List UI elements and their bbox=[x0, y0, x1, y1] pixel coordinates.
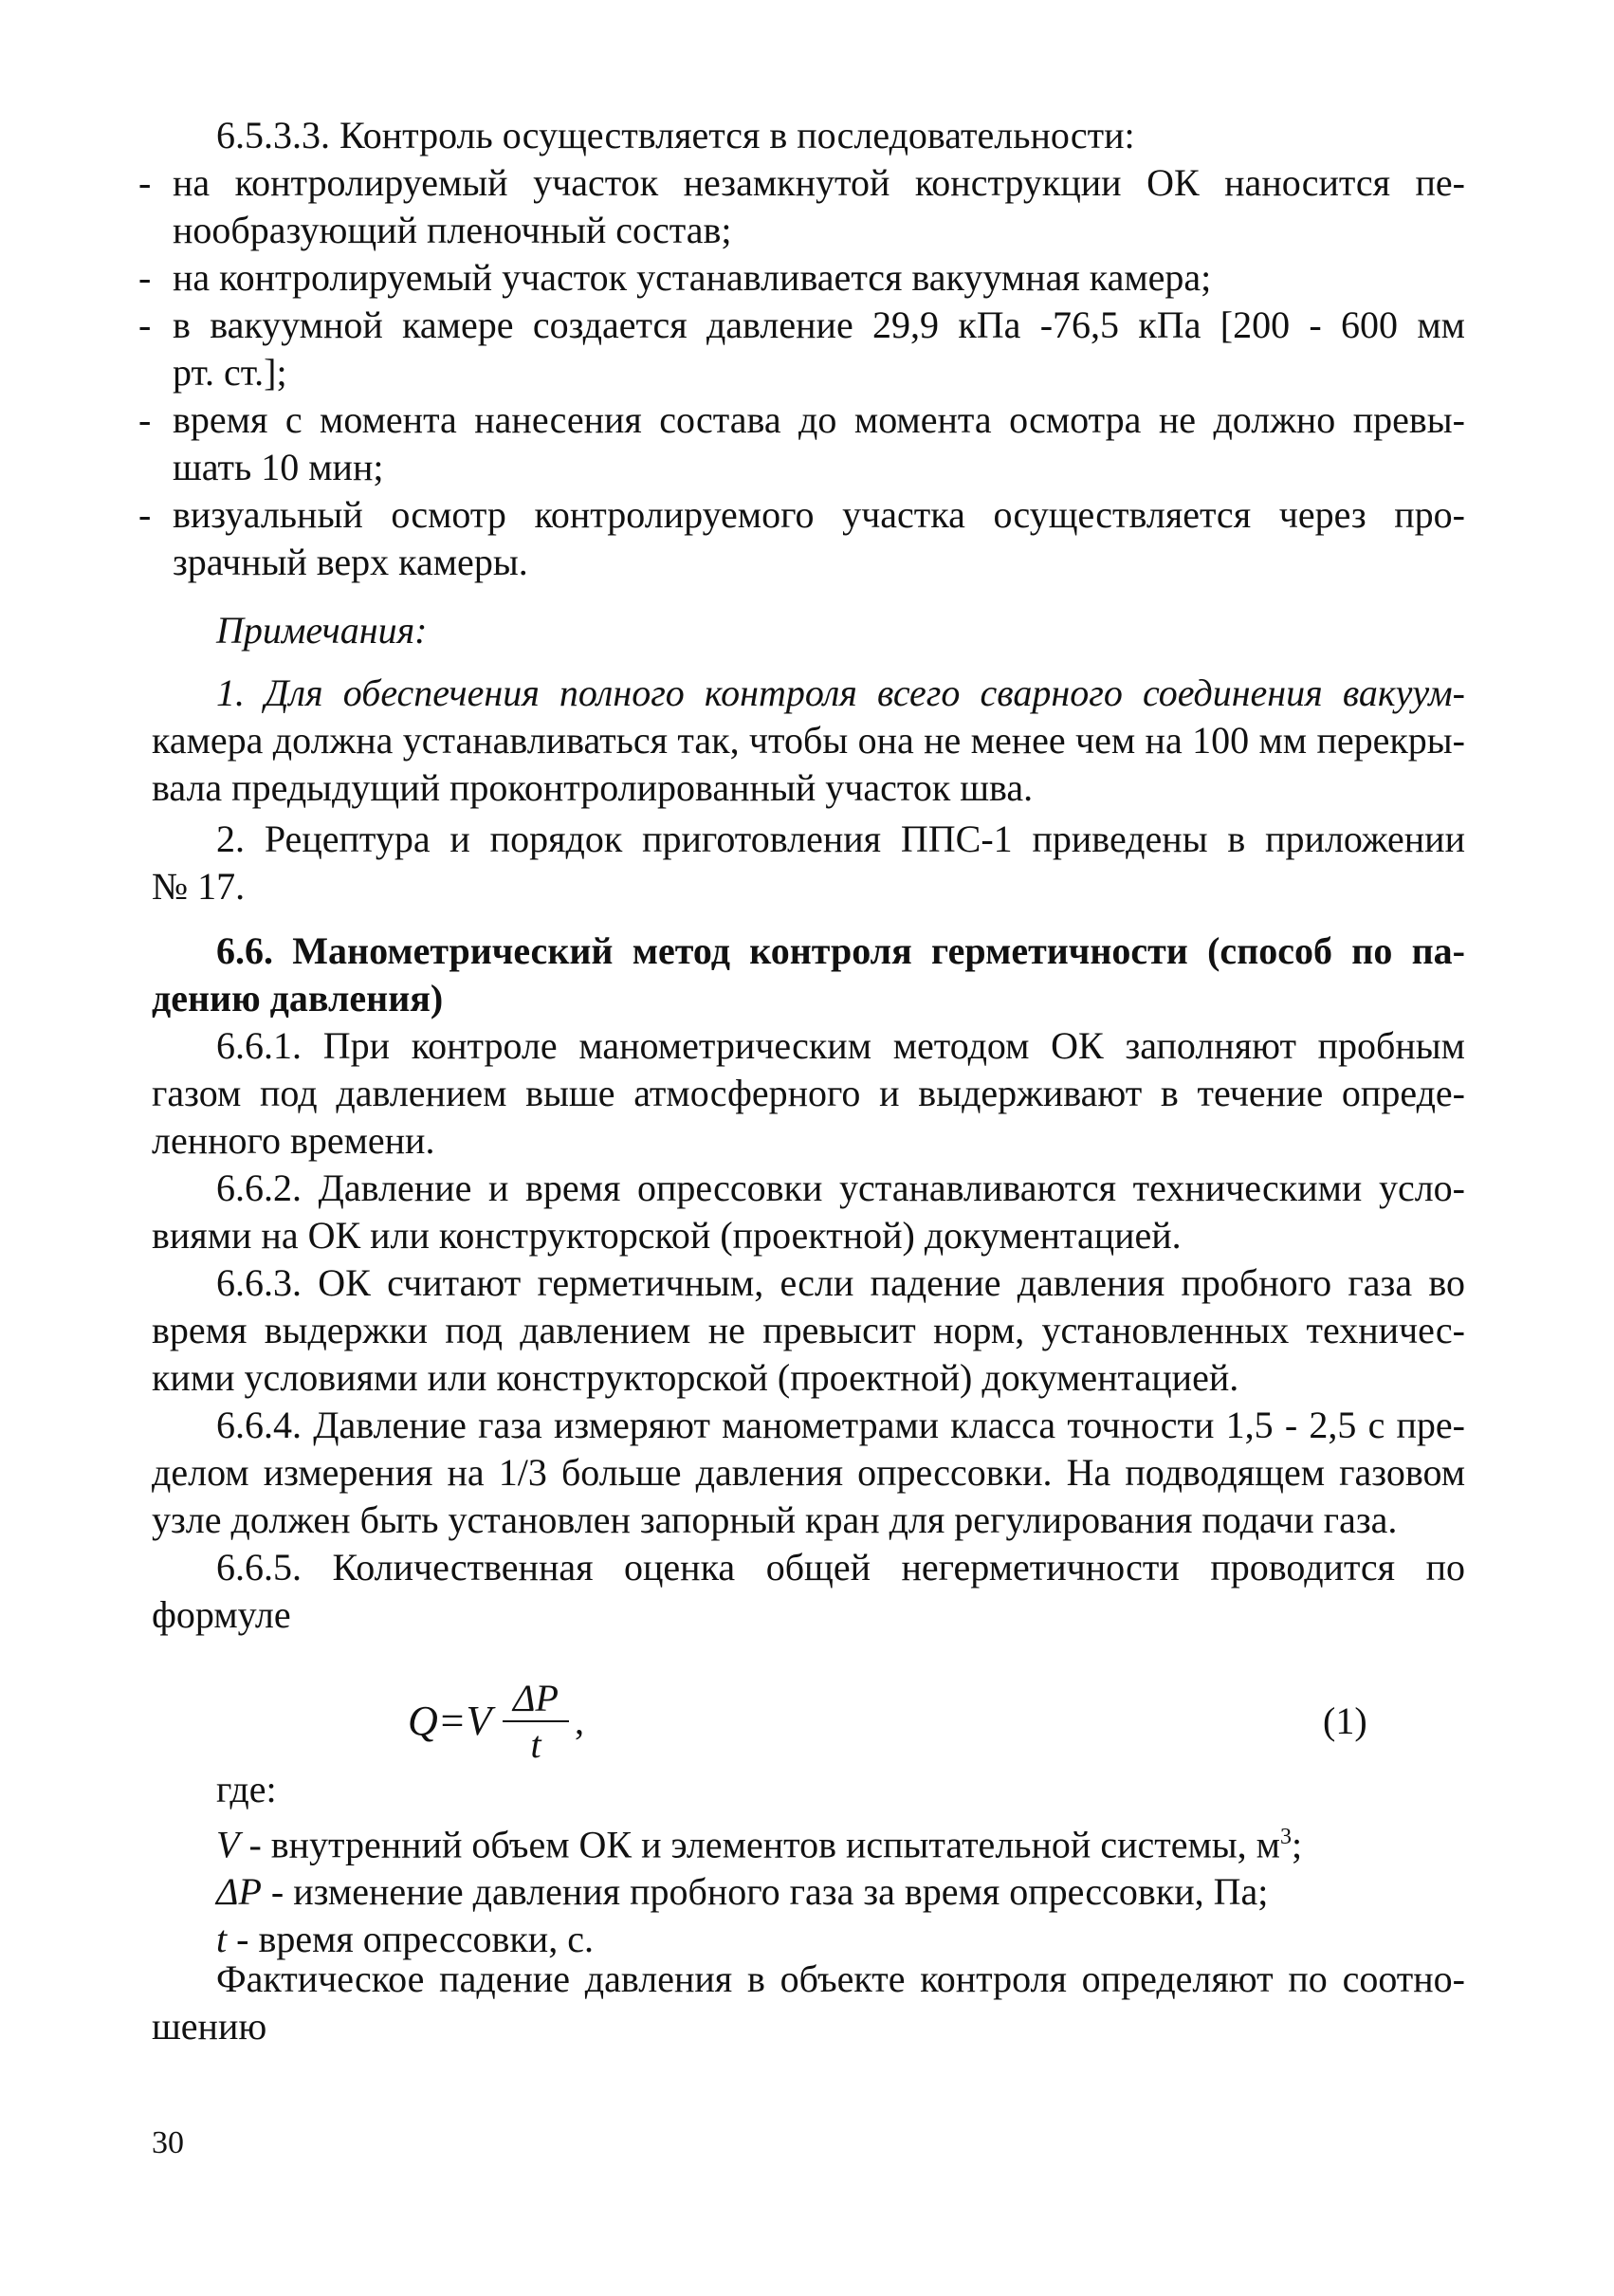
section-heading-6-6: 6.6. Манометрический метод контроля герметичности (способ по па- дению давления) bbox=[152, 929, 1465, 1019]
formula-denominator: t bbox=[530, 1723, 541, 1766]
notes-heading: Примечания: bbox=[216, 609, 428, 652]
page-number: 30 bbox=[152, 2125, 184, 2160]
formula-numerator: ΔP bbox=[503, 1677, 569, 1722]
list-item: - время с момента нанесения состава до момента осмотра не должно превы- шать 10 мин; bbox=[138, 398, 1465, 488]
paragraph-6-5-3-3-intro: 6.5.3.3. Контроль осуществляется в последовательности: bbox=[216, 114, 1135, 156]
paragraph-6-6-1: 6.6.1. При контроле манометрическим методом ОК заполняют пробным газом под давлением выше атмосферного и выдерживают в течение опреде- ленного времени. bbox=[152, 1024, 1465, 1162]
list-item: - визуальный осмотр контролируемого участка осуществляется через про- зрачный верх камеры. bbox=[138, 493, 1465, 583]
list-item: - на контролируемый участок устанавливается вакуумная камера; bbox=[138, 256, 1212, 299]
formula-1: Q=V $\frac{\Delta P}{t}$ , bbox=[408, 1677, 584, 1766]
formula-lhs: Q=V bbox=[408, 1698, 492, 1744]
list-item: - в вакуумной камере создается давление 29,9 кПа -76,5 кПа [200 - 600 мм рт. ст.]; bbox=[138, 303, 1465, 394]
paragraph-final: Фактическое падение давления в объекте контроля определяют по соотно- шению bbox=[152, 1957, 1465, 2048]
formula-fraction bbox=[503, 1677, 569, 1768]
definition-delta-p: ΔP - изменение давления пробного газа за время опрессовки, Па; bbox=[216, 1870, 1269, 1914]
definitions-list bbox=[216, 1813, 1465, 1963]
equation-number: (1) bbox=[1323, 1699, 1367, 1742]
note-1: 1. Для обеспечения полного контроля всего сварного соединения вакуум- камера должна устанавливаться так, чтобы она не менее чем на 100 мм перекры- вала предыдущий проконтролированный участок шва. bbox=[152, 671, 1465, 809]
paragraph-6-6-3: 6.6.3. ОК считают герметичным, если падение давления пробного газа во время выдержки под давлением не превысит норм, установленных техничес- кими условиями или конструкторской (проектной) документацией. bbox=[152, 1261, 1465, 1399]
definition-v: V - внутренний объем ОК и элементов испытательной системы, $м^3$; bbox=[216, 1823, 1303, 1866]
note-2: 2. Рецептура и порядок приготовления ППС-1 приведены в приложении № 17. bbox=[152, 817, 1465, 908]
paragraph-6-6-4: 6.6.4. Давление газа измеряют манометрами класса точности 1,5 - 2,5 с пре- делом измерения на 1/3 больше давления опрессовки. На подводящем газовом узле должен быть установлен запорный кран для регулирования подачи газа. bbox=[152, 1404, 1465, 1541]
where-label: где: bbox=[216, 1768, 277, 1810]
paragraph-6-6-5: 6.6.5. Количественная оценка общей негерметичности проводится по формуле bbox=[152, 1546, 1465, 1636]
list-item: - на контролируемый участок незамкнутой конструкции ОК наносится пе- нообразующий пленочный состав; bbox=[138, 161, 1465, 251]
paragraph-6-6-2: 6.6.2. Давление и время опрессовки устанавливаются техническими усло- виями на ОК или конструкторской (проектной) документацией. bbox=[152, 1166, 1465, 1257]
definition-t: t - время опрессовки, с. bbox=[216, 1918, 594, 1961]
